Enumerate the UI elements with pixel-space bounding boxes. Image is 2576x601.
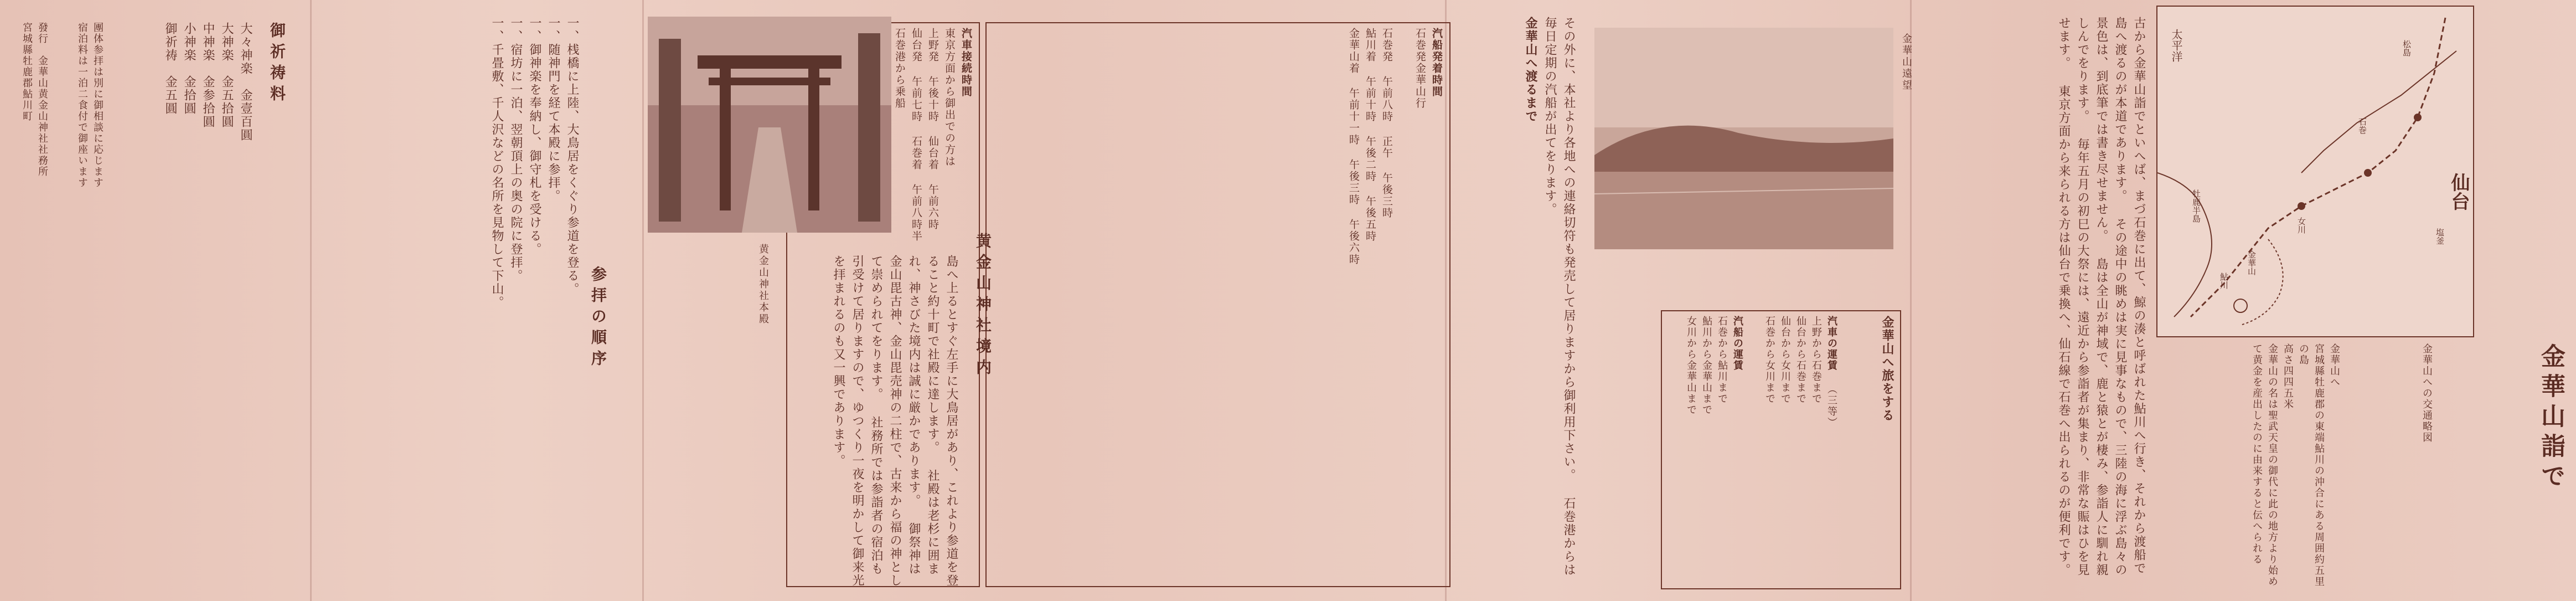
fare-row: 鮎川から金華山まで bbox=[1701, 316, 1712, 415]
train-connection-row: 仙台発 午前七時 石巻着 午前八時半 bbox=[910, 28, 922, 242]
map-label-pacific: 太平洋 bbox=[2170, 29, 2183, 62]
fare-row: 仙台から石巻まで bbox=[1795, 316, 1806, 404]
main-title: 金華山詣で bbox=[2537, 343, 2565, 493]
fare-row: 石巻から女川まで bbox=[1764, 316, 1775, 404]
train-fare-note: （三等） bbox=[1826, 384, 1837, 428]
publisher-line: 發行 金華山黄金山神社社務所 bbox=[37, 22, 48, 177]
ship-schedule bbox=[985, 22, 1450, 587]
fee-name: 大々神楽 bbox=[239, 22, 252, 75]
shrine-paragraph: 御祭神は金山毘古神、金山毘売神の二柱で、古来から福の神として崇められてをります。 bbox=[869, 255, 921, 587]
schedule-cell: 午後六時 bbox=[1348, 219, 1360, 265]
shrine-paragraph: 社殿は老杉に囲まれ、神さびた境内は誠に厳かであります。 bbox=[907, 255, 939, 576]
train-connection-row: 東京方面から御出での方は bbox=[943, 28, 956, 167]
schedule-cell: 午後二時 bbox=[1364, 136, 1376, 182]
visit-step: 一、桟橋に上陸、大鳥居をくぐり参道を登る。 bbox=[565, 17, 579, 296]
torii-right-pillar bbox=[808, 66, 819, 210]
ship-fares bbox=[1668, 316, 1745, 582]
body-paragraph: 東京方面から来られる方は仙台で乗換へ、仙石線で石巻へ出られるのが便利です。 bbox=[2057, 85, 2071, 577]
map-label-kinkasan: 金華山 bbox=[2247, 250, 2257, 275]
body-paragraph: 毎年五月の初巳の大祭には、遠近から参詣者が集まり、非常な賑はひを見せます。 bbox=[2057, 17, 2089, 577]
fee-name: 御祈祷 bbox=[163, 22, 177, 62]
fee-name: 小神楽 bbox=[182, 22, 196, 62]
fee-amount: 金五圓 bbox=[163, 75, 177, 115]
map-label-matsushima: 松島 bbox=[2402, 40, 2412, 56]
map-title-text: 金華山への交通略図 bbox=[2421, 343, 2433, 443]
schedule-cell: 午前八時 bbox=[1381, 76, 1393, 122]
body-paragraph: 古から金華山詣でといへば、まづ石巻に出て、鯨の湊と呼ばれた鮎川へ行き、それから渡船で島へ渡るのが本道であります。 bbox=[2113, 17, 2146, 575]
body-paragraph: 島は全山が神域で、鹿と猿とが棲み、参詣人に馴れ親しんでをります。 bbox=[2076, 17, 2108, 577]
map-label-ayukawa: 鮎川 bbox=[2219, 273, 2229, 289]
ship-fare-heading: 汽船の運賃 bbox=[1732, 316, 1743, 371]
middle-text bbox=[1456, 17, 1578, 587]
torii-top-beam bbox=[698, 55, 842, 69]
visit-step: 一、御神楽を奉納し、御守札を受ける。 bbox=[528, 17, 541, 256]
fee-name: 大神楽 bbox=[220, 22, 234, 62]
intro-line: 高さ四四五米 bbox=[2282, 343, 2294, 410]
middle-paragraph: その外に、本社より各地への連絡切符も発売して居りますから御利用下さい。 bbox=[1562, 17, 1576, 482]
schedule-cell: 午前十時 bbox=[1364, 76, 1376, 122]
fare-table bbox=[1661, 310, 1901, 589]
coastline bbox=[2157, 173, 2212, 317]
torii-left-pillar bbox=[720, 66, 731, 210]
station-dot bbox=[2298, 202, 2305, 210]
fees-list bbox=[111, 22, 255, 576]
map-label-shiogama: 塩釜 bbox=[2435, 228, 2445, 245]
fee-note: 團体参拝は別に御相談に応じます bbox=[92, 22, 104, 188]
routes-heading bbox=[1847, 316, 1897, 582]
schedule-heading: 汽船発着時間 bbox=[1431, 28, 1443, 97]
train-connection-title: 汽車接続時間 bbox=[960, 28, 972, 97]
schedule-cell: 金華山着 bbox=[1348, 28, 1360, 74]
photo-right-caption: 金華山遠望 bbox=[1901, 33, 1912, 91]
visit-order-title: 参拝の順序 bbox=[589, 266, 607, 371]
fold-line bbox=[310, 0, 312, 601]
intro-line: 金華山の名は聖武天皇の御代に此の地方より始めて黄金を産出したのに由来すると伝へられる bbox=[2251, 343, 2278, 587]
schedule-cell: 午後三時 bbox=[1381, 172, 1393, 219]
schedule-cell: 午前十一時 bbox=[1348, 88, 1360, 146]
shrine-section-text bbox=[651, 255, 961, 587]
visit-order-text bbox=[321, 17, 581, 587]
body-text-right bbox=[1921, 17, 2148, 587]
schedule-cell: 鮎川着 bbox=[1364, 28, 1376, 63]
photo-shrine-drawing bbox=[648, 17, 891, 233]
schedule-cell: 石巻発 bbox=[1381, 28, 1393, 63]
map-label-sendai: 仙台 bbox=[2448, 173, 2470, 210]
fee-name: 中神楽 bbox=[201, 22, 215, 62]
map-title bbox=[2347, 343, 2436, 587]
routes-heading-text: 金華山へ旅をする bbox=[1880, 316, 1894, 422]
fare-row: 上野から石巻まで bbox=[1810, 316, 1822, 404]
island-marker bbox=[2234, 299, 2247, 312]
middle-heading: 金華山へ渡るまで bbox=[1524, 17, 1538, 123]
fee-amount: 金五拾圓 bbox=[220, 75, 234, 129]
fees-notes bbox=[55, 22, 105, 576]
fee-amount: 金壹百圓 bbox=[239, 89, 252, 142]
rail-branch bbox=[2301, 51, 2456, 173]
fee-amount: 金参拾圓 bbox=[201, 75, 215, 129]
station-dot bbox=[2364, 169, 2372, 177]
train-connection-row: 石巻港から乗船 bbox=[894, 28, 906, 109]
schedule-cell: 正午 bbox=[1381, 136, 1393, 159]
visit-step: 一、随神門を経て本殿に参拝。 bbox=[546, 17, 560, 203]
photo-shrine bbox=[648, 17, 891, 233]
railway-line bbox=[2191, 18, 2445, 317]
train-fares bbox=[1756, 316, 1839, 582]
intro-line: 金華山へ bbox=[2329, 343, 2340, 388]
train-connection-row: 上野発 午後十時 仙台着 午前六時 bbox=[927, 28, 939, 230]
shrine-paragraph: 社務所では参詣者の宿泊も引受けて居りますので、ゆつくり一夜を明かして御来光を拝まれるのも又一興であります。 bbox=[832, 255, 883, 587]
schedule-subheading: 石巻発金華山行 bbox=[1414, 28, 1426, 109]
map-label-oshika: 牡鹿半島 bbox=[2191, 189, 2201, 223]
visit-step: 一、千畳敷、千人沢などの名所を見物して下山。 bbox=[490, 17, 504, 309]
photo-kinkasan-drawing bbox=[1594, 28, 1893, 249]
fold-line bbox=[642, 0, 644, 601]
intro-line: 宮城縣牡鹿郡の東端鮎川の沖合にある周囲約五里の島 bbox=[2298, 343, 2325, 587]
route-map-drawing bbox=[2157, 7, 2471, 334]
footer-publisher bbox=[6, 22, 50, 576]
fare-row: 仙台から女川まで bbox=[1779, 316, 1791, 404]
fare-row: 女川から金華山まで bbox=[1685, 316, 1697, 415]
fare-row: 石巻から鮎川まで bbox=[1716, 316, 1728, 404]
train-fare-heading: 汽車の運賃 bbox=[1826, 316, 1837, 371]
body-paragraph: その途中の眺めは実に見事なもので、三陸の海に浮ぶ島々の景色は、到底筆では書き尽せません。 bbox=[2094, 17, 2127, 577]
photo-kinkasan-distant bbox=[1594, 28, 1893, 249]
photo-shrine-caption: 黄金山神社本殿 bbox=[757, 244, 769, 325]
map-label-onagawa: 女川 bbox=[2296, 217, 2306, 234]
fee-note: 宿泊料は一泊二食付で御座います bbox=[76, 22, 88, 188]
intro-text bbox=[2187, 343, 2342, 587]
shrine-section-title: 黄金山神社境内 bbox=[974, 233, 992, 380]
schedule-cell: 午後三時 bbox=[1348, 159, 1360, 206]
shrine-paragraph: 島へ上るとすぐ左手に大鳥居があり、これより参道を登ること約十町で社殿に達します。 bbox=[926, 255, 958, 587]
station-dot bbox=[2414, 114, 2422, 121]
fee-amount: 金拾圓 bbox=[182, 75, 196, 115]
middle-paragraph: 石巻港からは毎日定期の汽船が出てをります。 bbox=[1543, 17, 1576, 577]
route-map bbox=[2156, 6, 2474, 337]
visit-step: 一、宿坊に一泊、翌朝頂上の奥の院に登拝。 bbox=[509, 17, 523, 282]
publisher-line: 宮城縣牡鹿郡鮎川町 bbox=[21, 22, 33, 122]
fees-title: 御祈祷料 bbox=[268, 22, 286, 106]
map-label-ishinomaki: 石巻 bbox=[2357, 117, 2367, 134]
schedule-cell: 午後五時 bbox=[1364, 196, 1376, 242]
